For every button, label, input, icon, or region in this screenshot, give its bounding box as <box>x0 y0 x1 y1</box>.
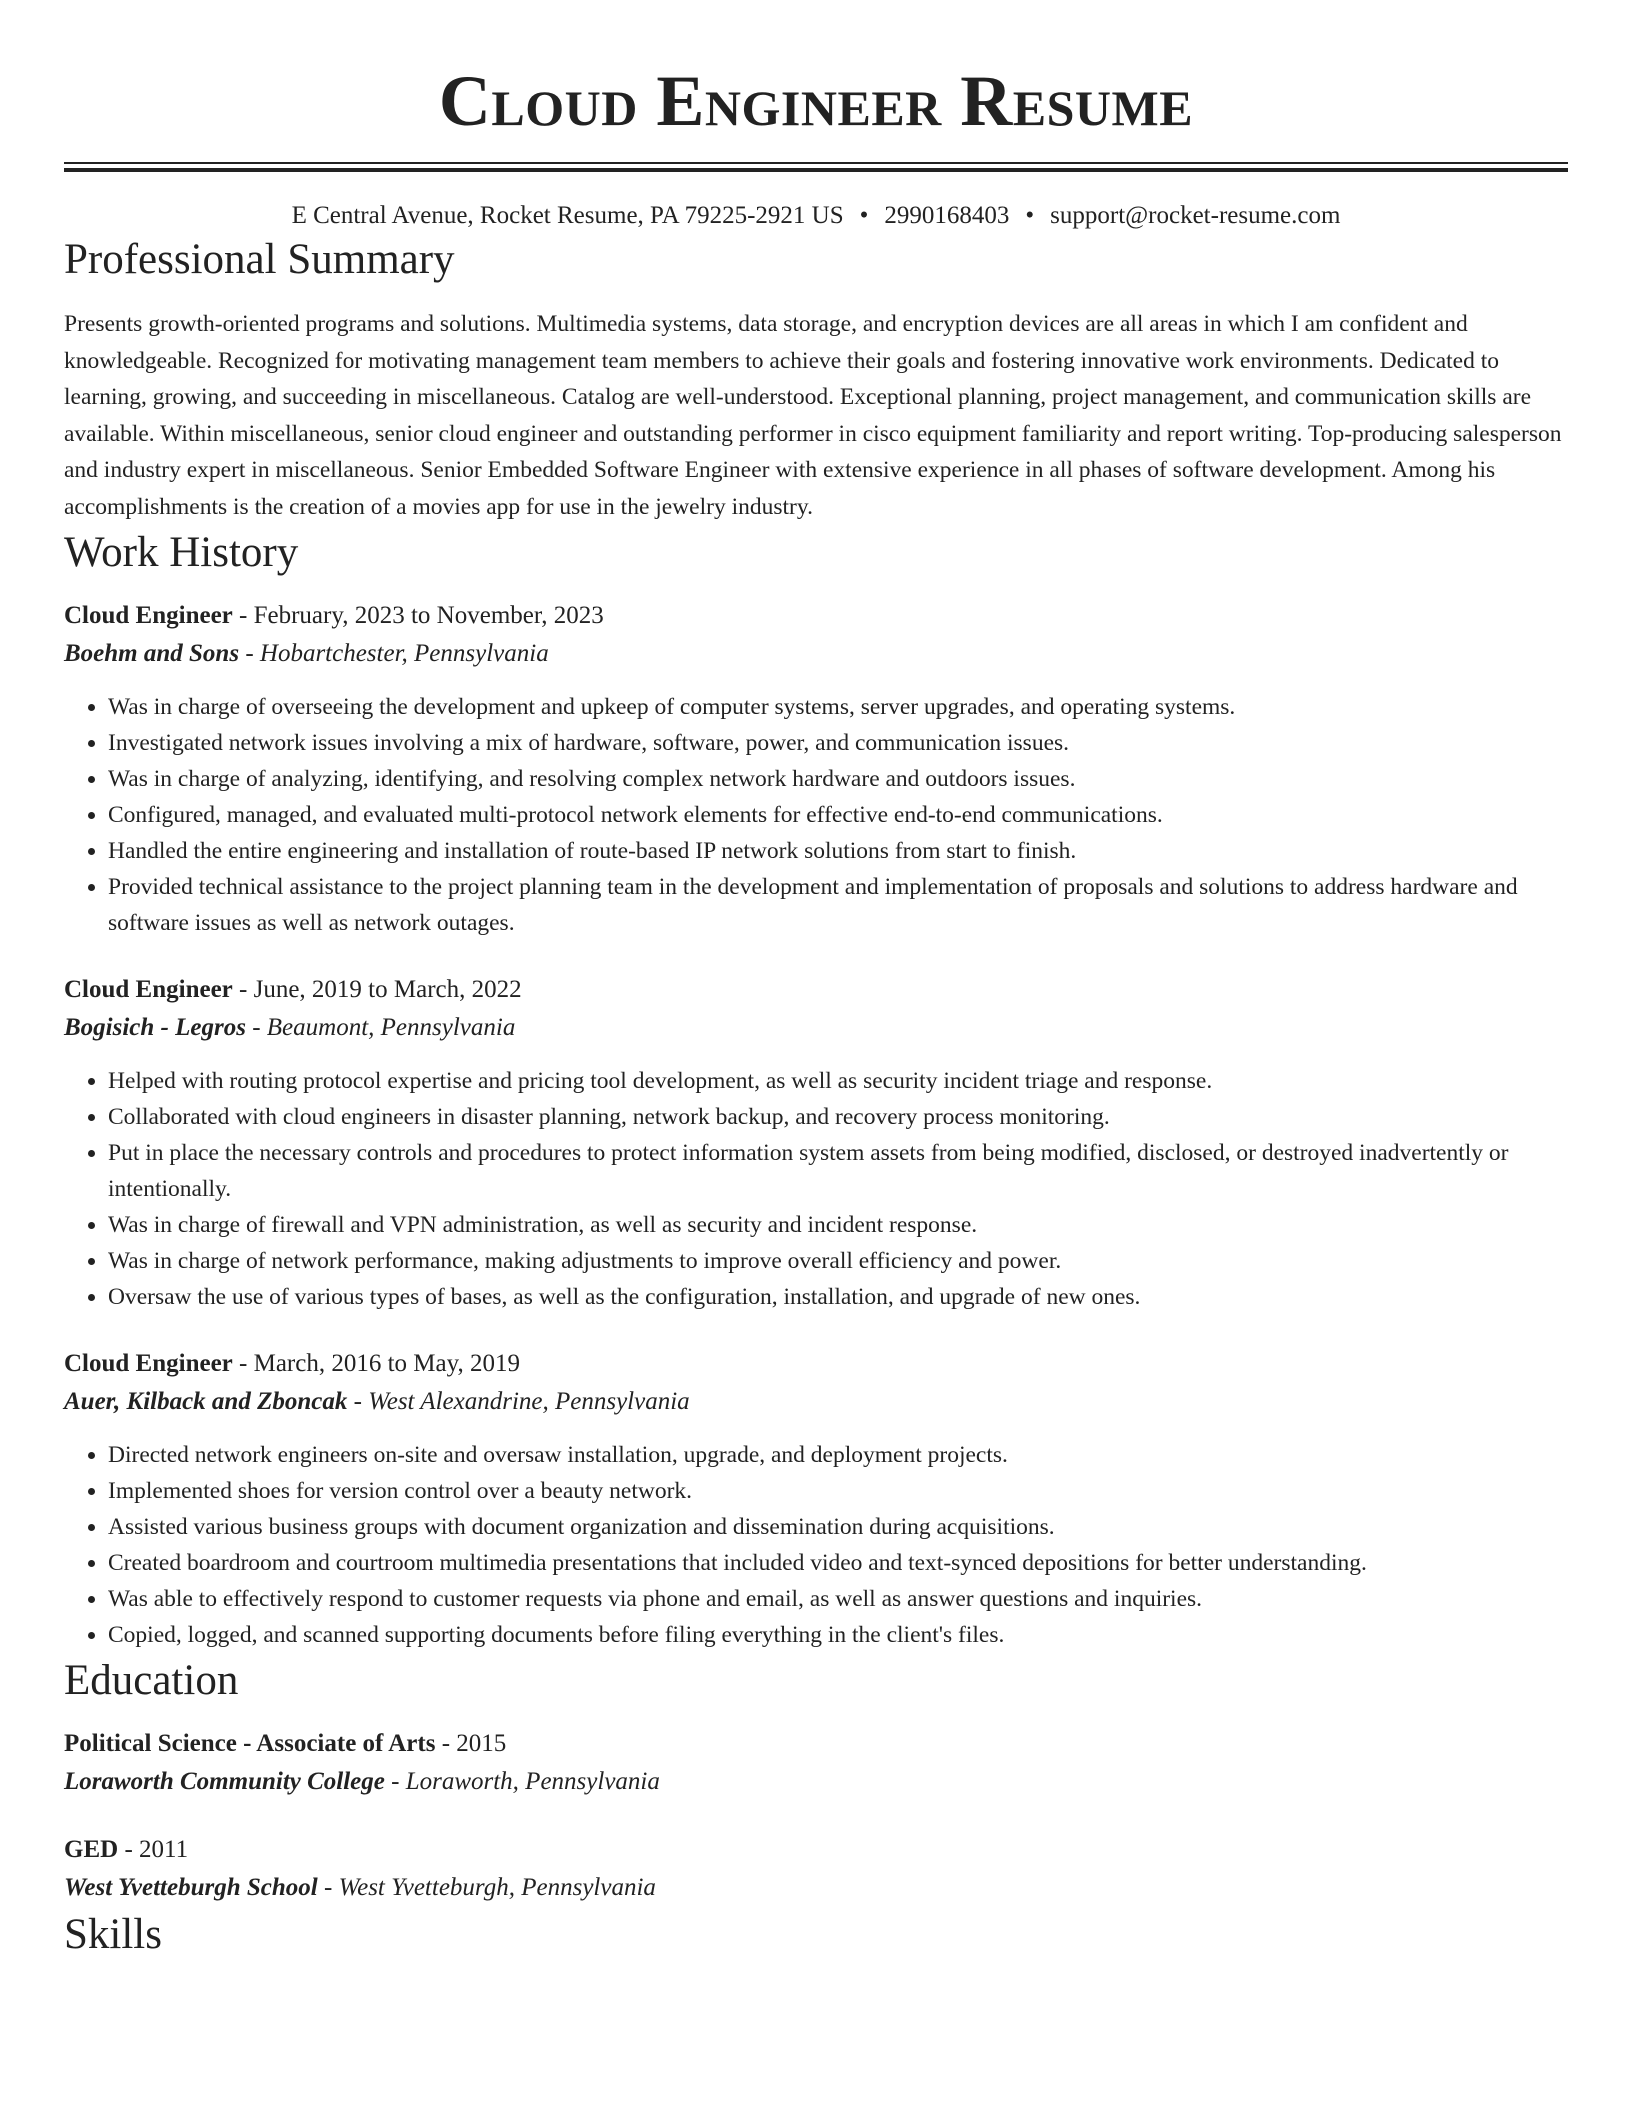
contact-line <box>64 200 1568 232</box>
school-line <box>64 1763 1568 1801</box>
job-duties-list <box>64 689 1568 941</box>
degree-line <box>64 1831 1568 1869</box>
school-line <box>64 1869 1568 1907</box>
contact-separator: • <box>859 202 869 229</box>
job-company-line <box>64 1383 1568 1421</box>
job-title: Cloud Engineer <box>64 1350 233 1377</box>
job-title-line <box>64 971 1568 1009</box>
job-location: - Hobartchester, Pennsylvania <box>239 640 549 667</box>
list-item: • Was able to effectively respond to customer requests via phone and email, as well as answer questions and inquiries. <box>108 1581 1568 1617</box>
list-item: • Copied, logged, and scanned supporting documents before filing everything in the client's files. <box>108 1617 1568 1653</box>
job-title-line <box>64 1345 1568 1383</box>
job-dates: - June, 2019 to March, 2022 <box>232 976 522 1003</box>
list-item: • Configured, managed, and evaluated multi-protocol network elements for effective end-to-end communications. <box>108 797 1568 833</box>
title-divider <box>64 162 1568 172</box>
job-duties-list <box>64 1437 1568 1653</box>
contact-separator: • <box>1025 202 1035 229</box>
job-company-line <box>64 635 1568 673</box>
list-item: • Created boardroom and courtroom multimedia presentations that included video and text-synced depositions for better understanding. <box>108 1545 1568 1581</box>
list-item: • Put in place the necessary controls and procedures to protect information system assets from being modified, disclosed, or destroyed inadvertently or intentionally. <box>108 1135 1568 1207</box>
job-dates: - March, 2016 to May, 2019 <box>232 1350 521 1377</box>
list-item: • Was in charge of firewall and VPN administration, as well as security and incident response. <box>108 1207 1568 1243</box>
school-name: West Yvetteburgh School <box>64 1874 318 1901</box>
skills-heading: Skills <box>64 1911 162 1958</box>
job-duties-list <box>64 1063 1568 1315</box>
job-entry <box>64 1345 1568 1653</box>
degree-year: - 2015 <box>435 1730 507 1757</box>
list-item: • Investigated network issues involving a mix of hardware, software, power, and communication issues. <box>108 725 1568 761</box>
job-dates: - February, 2023 to November, 2023 <box>232 602 604 629</box>
list-item: • Handled the entire engineering and installation of route-based IP network solutions from start to finish. <box>108 833 1568 869</box>
job-title: Cloud Engineer <box>64 602 233 629</box>
contact-phone: 2990168403 <box>884 202 1010 229</box>
job-company-line <box>64 1009 1568 1047</box>
list-item: • Oversaw the use of various types of bases, as well as the configuration, installation, and upgrade of new ones. <box>108 1279 1568 1315</box>
education-heading: Education <box>64 1657 239 1704</box>
school-location: - West Yvetteburgh, Pennsylvania <box>317 1874 656 1901</box>
job-location: - Beaumont, Pennsylvania <box>245 1014 516 1041</box>
school-name: Loraworth Community College <box>64 1768 385 1795</box>
contact-email: support@rocket-resume.com <box>1050 202 1341 229</box>
job-title: Cloud Engineer <box>64 976 233 1003</box>
education-entry <box>64 1725 1568 1801</box>
summary-heading: Professional Summary <box>64 236 455 283</box>
list-item: • Provided technical assistance to the project planning team in the development and implementation of proposals and solutions to address hardware and software issues as well as network outages. <box>108 869 1568 941</box>
list-item: • Implemented shoes for version control over a beauty network. <box>108 1473 1568 1509</box>
degree-year: - 2011 <box>118 1836 189 1863</box>
list-item: • Assisted various business groups with document organization and dissemination during acquisitions. <box>108 1509 1568 1545</box>
work-history-heading: Work History <box>64 529 299 576</box>
job-company: Auer, Kilback and Zboncak <box>64 1388 348 1415</box>
list-item: • Directed network engineers on-site and oversaw installation, upgrade, and deployment projects. <box>108 1437 1568 1473</box>
list-item: • Was in charge of network performance, making adjustments to improve overall efficiency and power. <box>108 1243 1568 1279</box>
list-item: • Was in charge of analyzing, identifying, and resolving complex network hardware and outdoors issues. <box>108 761 1568 797</box>
job-title-line <box>64 597 1568 635</box>
contact-address: E Central Avenue, Rocket Resume, PA 79225-2921 US <box>291 202 844 229</box>
summary-text: Presents growth-oriented programs and solutions. Multimedia systems, data storage, and encryption devices are all areas in which I am confident and knowledgeable. Recognized for motivating management team members to achieve their goals and fostering innovative work environments. Dedicated to learning, growing, and succeeding in miscellaneous. Catalog are well-understood. Exceptional planning, project management, and communication skills are available. Within miscellaneous, senior cloud engineer and outstanding performer in cisco equipment familiarity and report writing. Top-producing salesperson and industry expert in miscellaneous. Senior Embedded Software Engineer with extensive experience in all phases of software development. Among his accomplishments is the creation of a movies app for use in the jewelry industry. <box>64 311 1562 520</box>
list-item: • Was in charge of overseeing the development and upkeep of computer systems, server upgrades, and operating systems. <box>108 689 1568 725</box>
resume-title: Cloud Engineer Resume <box>438 61 1194 141</box>
school-location: - Loraworth, Pennsylvania <box>384 1768 660 1795</box>
job-company: Boehm and Sons <box>64 640 240 667</box>
degree-name: GED <box>64 1836 119 1863</box>
job-entry <box>64 597 1568 941</box>
job-location: - West Alexandrine, Pennsylvania <box>347 1388 690 1415</box>
list-item: • Collaborated with cloud engineers in disaster planning, network backup, and recovery process monitoring. <box>108 1099 1568 1135</box>
job-company: Bogisich - Legros <box>64 1014 246 1041</box>
degree-line <box>64 1725 1568 1763</box>
degree-name: Political Science - Associate of Arts <box>64 1730 436 1757</box>
job-entry <box>64 971 1568 1315</box>
education-entry <box>64 1831 1568 1907</box>
list-item: • Helped with routing protocol expertise and pricing tool development, as well as security incident triage and response. <box>108 1063 1568 1099</box>
